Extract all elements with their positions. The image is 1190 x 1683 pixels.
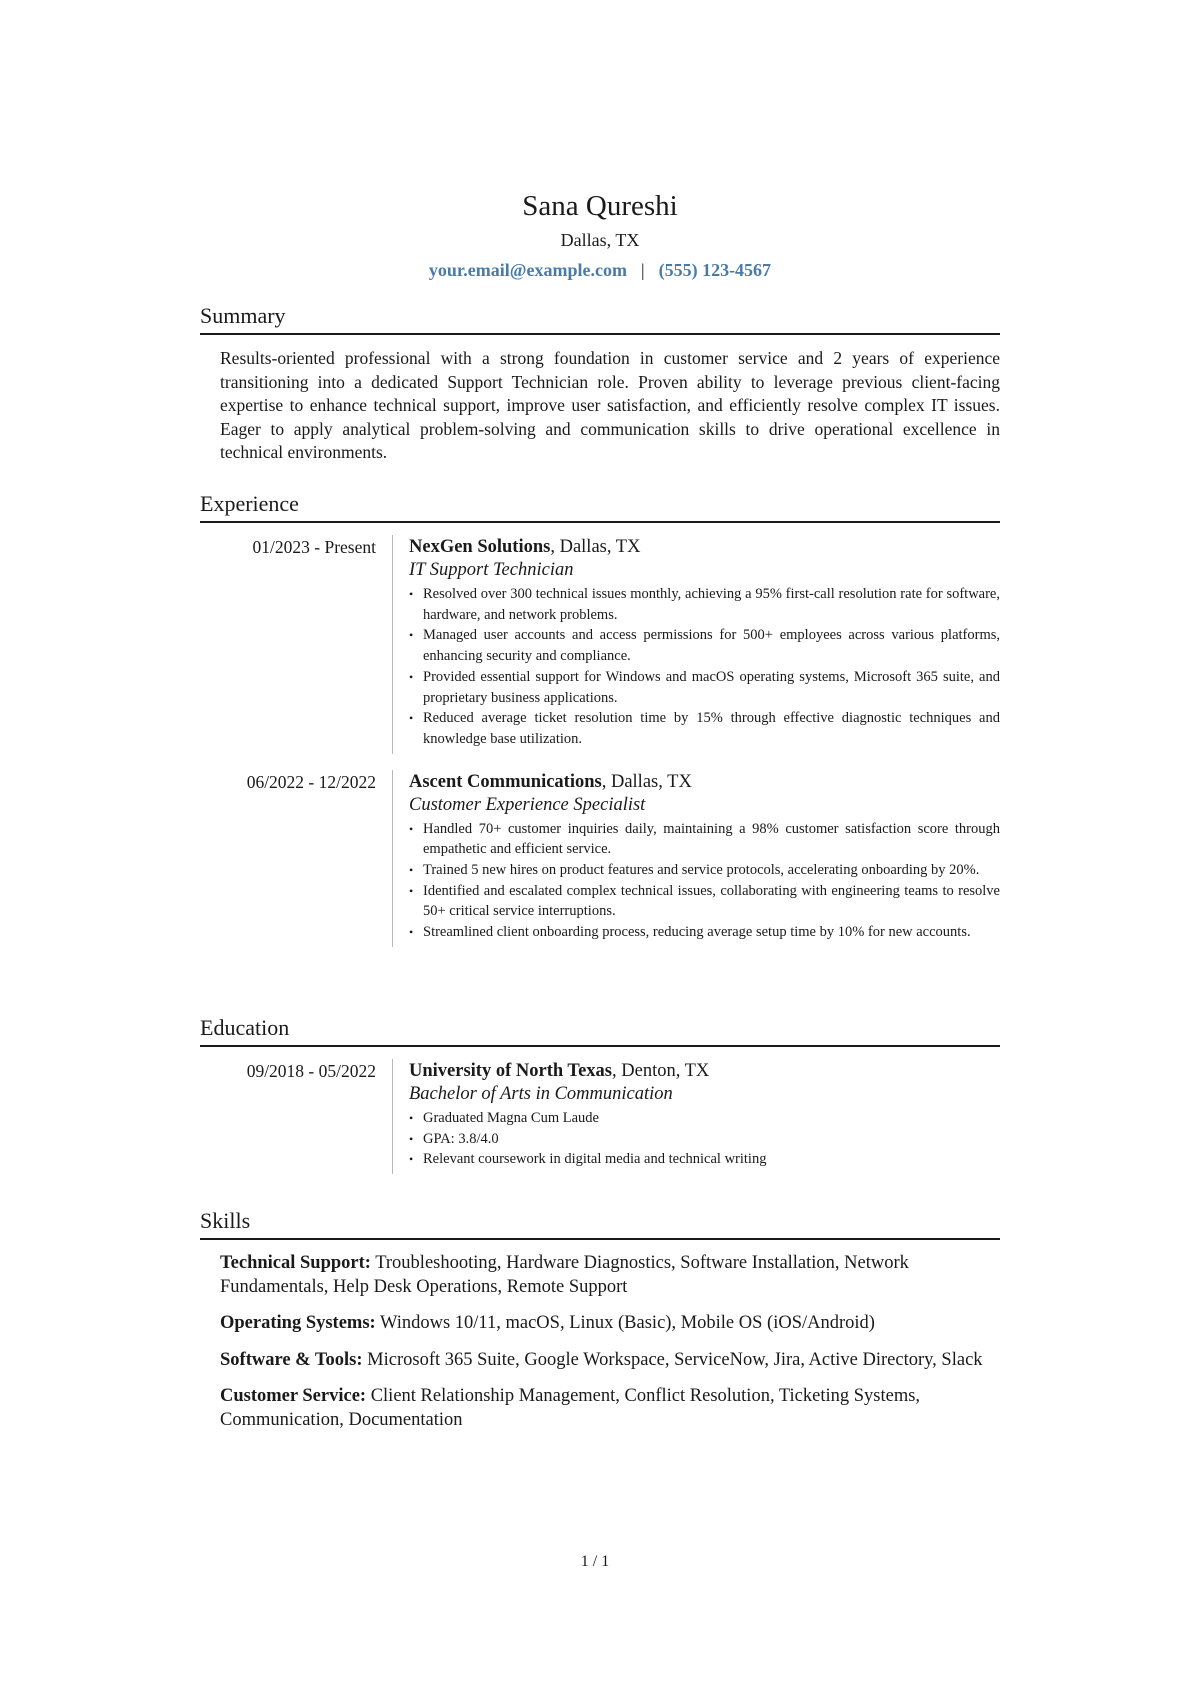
entry-organization [409, 535, 1000, 559]
skill-row [220, 1312, 1000, 1336]
experience-heading: Experience [200, 490, 1000, 523]
entry-dates: 01/2023 - Present [252, 537, 376, 557]
skills-heading: Skills [200, 1207, 1000, 1240]
skill-value: Client Relationship Management, Conflict Resolution, Ticketing Systems, Communication, Documentation [220, 1386, 921, 1430]
bullet-item: • Streamlined client onboarding process, reducing average setup time by 10% for new accounts. [409, 922, 1000, 943]
skills-section [200, 1207, 1000, 1432]
entry-bullets [409, 1108, 1000, 1170]
page-number: 1 / 1 [580, 1553, 610, 1570]
skill-value: Troubleshooting, Hardware Diagnostics, Software Installation, Network Fundamentals, Help Desk Operations, Remote Support [220, 1253, 909, 1297]
bullet-item: • GPA: 3.8/4.0 [409, 1129, 1000, 1150]
candidate-location: Dallas, TX [560, 230, 640, 250]
entry-dates: 06/2022 - 12/2022 [246, 771, 376, 792]
summary-text: Results-oriented professional with a strong foundation in customer service and 2 years of experience transitioning into a dedicated Support Technician role. Proven ability to leverage previous client-facing expertise to enhance technical support, improve user satisfaction, and efficiently resolve complex IT issues. Eager to apply analytical problem-solving and communication skills to drive operational excellence in technical environments. [220, 348, 1000, 462]
skill-label: Customer Service: [220, 1386, 367, 1406]
bullet-item: • Identified and escalated complex technical issues, collaborating with engineering teams to resolve 50+ critical service interruptions. [409, 881, 1000, 922]
skill-row [220, 1252, 1000, 1299]
skill-row [220, 1385, 1000, 1432]
skill-value: Microsoft 365 Suite, Google Workspace, ServiceNow, Jira, Active Directory, Slack [362, 1349, 983, 1370]
entry-body [392, 1059, 1000, 1174]
organization-location: , Dallas, TX [550, 537, 641, 557]
bullet-item: • Handled 70+ customer inquiries daily, maintaining a 98% customer satisfaction score through empathetic and efficient service. [409, 819, 1000, 860]
bullet-item: • Provided essential support for Windows and macOS operating systems, Microsoft 365 suite, and proprietary business applications. [409, 667, 1000, 708]
organization-name: Ascent Communications [409, 771, 602, 792]
entry-bullets [409, 819, 1000, 943]
organization-name: NexGen Solutions [409, 537, 551, 557]
bullet-item: • Reduced average ticket resolution time by 15% through effective diagnostic techniques and knowledge base utilization. [409, 708, 1000, 749]
experience-entry [200, 770, 1000, 947]
skill-value: Windows 10/11, macOS, Linux (Basic), Mobile OS (iOS/Android) [375, 1313, 875, 1333]
entry-body [392, 535, 1000, 754]
summary-section [200, 302, 1000, 465]
bullet-item: • Graduated Magna Cum Laude [409, 1108, 1000, 1129]
education-heading: Education [200, 1014, 1000, 1047]
phone-link[interactable]: (555) 123-4567 [658, 260, 772, 280]
bullet-item: • Resolved over 300 technical issues monthly, achieving a 95% first-call resolution rate for software, hardware, and network problems. [409, 584, 1000, 625]
bullet-item: • Trained 5 new hires on product features and service protocols, accelerating onboarding by 20%. [409, 860, 1000, 881]
bullet-item: • Relevant coursework in digital media and technical writing [409, 1149, 1000, 1170]
entry-role: IT Support Technician [409, 560, 574, 580]
experience-section [200, 490, 1000, 947]
entry-role: Customer Experience Specialist [409, 794, 646, 815]
skill-row [220, 1349, 1000, 1373]
experience-entry [200, 535, 1000, 754]
organization-location: , Dallas, TX [601, 771, 692, 792]
entry-organization [409, 770, 1000, 794]
entry-role: Bachelor of Arts in Communication [409, 1084, 673, 1104]
contact-separator: | [640, 260, 645, 280]
organization-location: , Denton, TX [612, 1061, 710, 1081]
skill-label: Operating Systems: [220, 1313, 376, 1333]
entry-body [392, 770, 1000, 947]
contact-line [200, 258, 1000, 282]
organization-name: University of North Texas [409, 1061, 612, 1081]
summary-heading: Summary [200, 302, 1000, 335]
skill-label: Technical Support: [220, 1253, 371, 1273]
education-section [200, 1014, 1000, 1174]
candidate-name: Sana Qureshi [522, 190, 678, 222]
education-entry [200, 1059, 1000, 1174]
bullet-item: • Managed user accounts and access permissions for 500+ employees across various platforms, enhancing security and compliance. [409, 625, 1000, 666]
entry-bullets [409, 584, 1000, 750]
skill-label: Software & Tools: [220, 1349, 363, 1370]
entry-organization [409, 1059, 1000, 1083]
resume-header [200, 188, 1000, 282]
email-link[interactable]: your.email@example.com [428, 260, 627, 280]
entry-dates: 09/2018 - 05/2022 [246, 1061, 376, 1081]
